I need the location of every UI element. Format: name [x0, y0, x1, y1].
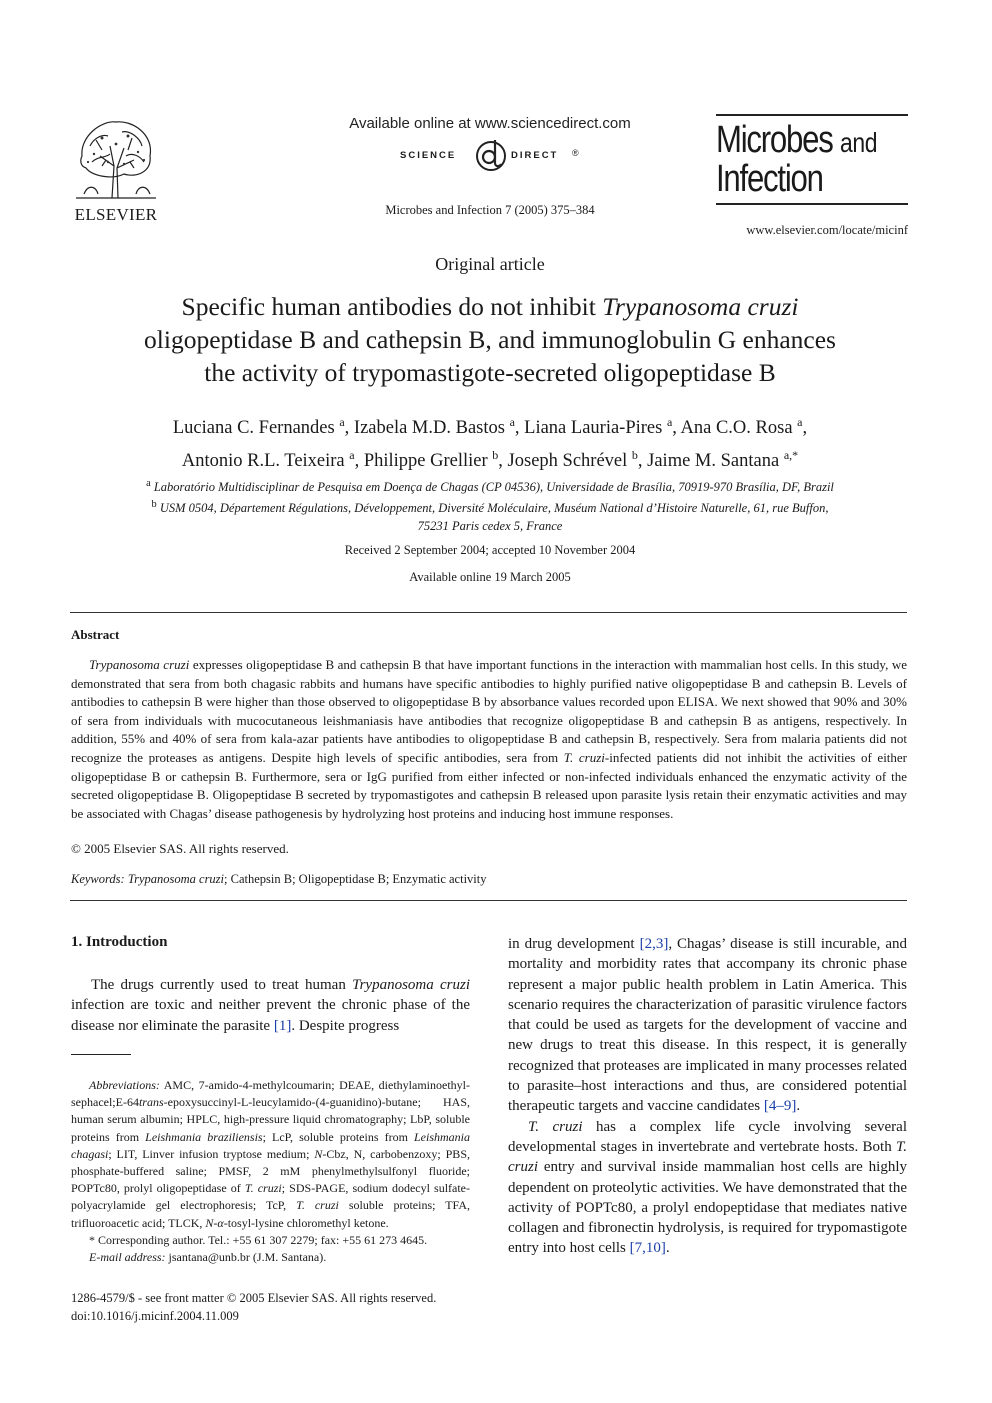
abbreviations-footnote — [71, 1077, 470, 1232]
registered-mark-icon: ® — [572, 148, 579, 158]
corresponding-author: * Corresponding author. Tel.: +55 61 307 2279; fax: +55 61 273 4645. — [89, 1232, 428, 1247]
author-separator: , — [498, 451, 508, 472]
author-separator: , — [672, 418, 681, 439]
keywords-rest: ; Cathepsin B; Oligopeptidase B; Enzymatic activity — [224, 872, 487, 886]
author-name: Ana C.O. Rosa — [680, 418, 798, 439]
abbr-1: AMC, 7-amido-4-methylcoumarin; DEAE, diethylaminoethyl-sephacel;E-64 — [71, 1078, 470, 1110]
citation-link-1[interactable]: [1] — [273, 1017, 292, 1034]
author-affiliation-mark: b — [631, 448, 638, 463]
email-footnote — [71, 1249, 470, 1266]
divider-bottom — [70, 900, 907, 901]
author-name: Jaime M. Santana — [647, 451, 784, 472]
title-part2: oligopeptidase B and cathepsin B, and immunoglobulin G enhances — [144, 325, 836, 354]
intro-r1-c: . — [796, 1098, 801, 1115]
author-name: Izabela M.D. Bastos — [353, 418, 510, 439]
intro-r2-a: has a complex life cycle involving several developmental stages in invertebrate and vertebrate hosts. Both — [508, 1118, 907, 1155]
author-affiliation-mark: a,* — [783, 448, 799, 463]
citation-link-2-3[interactable]: [2,3] — [639, 936, 669, 952]
intro-r1-b: , Chagas’ disease is still incurable, and mortality and morbidity rates that accompany its chronic phase represent a major public health problem in Latin America. This scenario requires the characterization of parasitic virulence factors that could be used as targets for the development of vaccine and new drugs to treat this disease. In this respect, it is generally recognized that proteases are implicated in many processes related to parasite–host interactions and thus, are considered potential therapeutic targets and vaccine candidates — [508, 936, 908, 1115]
front-matter-ids — [71, 1289, 436, 1325]
citation-link-4-9[interactable]: [4–9] — [763, 1098, 797, 1115]
intro-p1-a: The drugs currently used to treat human — [91, 977, 353, 993]
affiliation-b-cont: 75231 Paris cedex 5, France — [417, 519, 563, 534]
publisher-name: ELSEVIER — [74, 205, 158, 224]
title-part1: Specific human antibodies do not inhibit — [181, 292, 603, 321]
section-heading-introduction: 1. Introduction — [71, 934, 168, 950]
online-date: Available online 19 March 2005 — [409, 570, 571, 584]
abbr-tc2: T. cruzi — [296, 1198, 339, 1213]
footnotes — [71, 1077, 470, 1266]
brand-word-and: and — [839, 127, 878, 158]
abstract-mid-italic: T. cruzi — [563, 749, 605, 765]
author-affiliation-mark: a — [509, 415, 515, 429]
author-list — [80, 409, 900, 475]
brand-title — [716, 119, 878, 200]
author-separator: , — [637, 451, 648, 472]
affiliation-b-text: USM 0504, Département Régulations, Développement, Diversité Moléculaire, Muséum National d’Histoire Naturelle, 61, rue Buffon, — [159, 501, 829, 516]
elsevier-tree-icon — [72, 116, 160, 200]
affiliation-a-mark: a — [146, 478, 151, 489]
abbr-6: ; SDS-PAGE, sodium dodecyl sulfate-polyacrylamide gel electrophoresis; TcP, — [71, 1181, 471, 1213]
intro-column-left — [71, 975, 470, 1036]
affiliation-b-mark: b — [151, 499, 157, 511]
abbr-trans: trans — [138, 1095, 164, 1110]
article-type: Original article — [435, 254, 545, 274]
sciencedirect-logo — [380, 136, 600, 174]
author-line-2 — [80, 442, 900, 475]
intro-p1-b: infection are toxic and neither prevent the chronic phase of the disease nor eliminate the parasite — [71, 997, 470, 1034]
divider-top — [70, 612, 907, 613]
journal-url-link[interactable]: www.elsevier.com/locate/micinf — [746, 223, 908, 237]
author-line-1 — [80, 409, 900, 442]
abstract-body — [71, 656, 907, 823]
elsevier-logo — [68, 116, 164, 225]
journal-citation: Microbes and Infection 7 (2005) 375–384 — [385, 203, 595, 217]
abbr-lb: Leishmania braziliensis — [145, 1129, 263, 1144]
abbr-4: ; LIT, Linver infusion tryptose medium; — [108, 1146, 315, 1161]
intro-r2-c: . — [665, 1240, 670, 1257]
abstract-text-2: -infected patients did not inhibit the activities of either oligopeptidase B or cathepsin B. Furthermore, sera or IgG purified from either infected or non-infected individuals enhanced the enzymatic activity of the secreted oligopeptidase B. Oligopeptidase B secreted by trypomastigotes and cathepsin B released upon parasite lysis retain their enzymatic activities and may be associated with Chagas’ disease pathogenesis by hydrolyzing host proteins and inducing host immune responses. — [71, 749, 908, 821]
brand-rule-bottom — [716, 203, 908, 205]
author-affiliation-mark: a — [666, 415, 673, 429]
journal-brand — [716, 114, 908, 205]
author-name: Joseph Schrével — [507, 451, 632, 472]
author-separator: , — [354, 451, 364, 472]
intro-r2-italic-1: T. cruzi — [528, 1118, 583, 1135]
author-affiliation-mark: a — [339, 415, 345, 429]
keyword-1: Trypanosoma cruzi — [127, 872, 225, 886]
intro-column-right — [508, 934, 907, 1259]
abbr-tc1: T. cruzi — [244, 1181, 282, 1196]
article-dates — [0, 537, 980, 591]
abbr-lc: Leishmania chagasi — [71, 1129, 470, 1161]
author-name: Liana Lauria-Pires — [524, 418, 667, 439]
title-italic: Trypanosoma cruzi — [602, 292, 799, 321]
abbr-2: -epoxysuccinyl-L-leucylamido-(4-guanidino)-butane; HAS, human serum albumin; HPLC, high-pressure liquid chromatography; LbP, soluble proteins from — [71, 1095, 470, 1144]
author-affiliation-mark: b — [492, 448, 499, 463]
brand-word-microbes: Microbes — [716, 119, 833, 161]
intro-r2-italic-2: T. cruzi — [508, 1138, 907, 1176]
doi-line[interactable]: doi:10.1016/j.micinf.2004.11.009 — [71, 1309, 239, 1323]
title-part3: the activity of trypomastigote-secreted oligopeptidase B — [204, 358, 776, 387]
author-name: Philippe Grellier — [363, 451, 493, 472]
intro-r1-a: in drug development — [508, 936, 640, 952]
author-separator: , — [802, 418, 808, 439]
article-title — [80, 290, 900, 389]
author-separator: , — [514, 418, 525, 439]
brand-word-infection: Infection — [716, 158, 823, 200]
abbr-na: N-α — [205, 1215, 224, 1230]
author-name: Luciana C. Fernandes — [172, 418, 340, 439]
affiliation-b — [110, 496, 870, 517]
author-name: Antonio R.L. Teixeira — [181, 451, 350, 472]
footnote-rule — [71, 1054, 131, 1055]
abbr-8: -tosyl-lysine chloromethyl ketone. — [223, 1215, 389, 1230]
abbr-3: ; LcP, soluble proteins from — [262, 1129, 414, 1144]
sd-right-text: DIRECT — [511, 150, 559, 161]
keywords-label: Keywords: — [71, 872, 125, 886]
author-affiliation-mark: a — [349, 448, 355, 463]
sd-at-icon — [474, 136, 508, 174]
abbr-5: -Cbz, N, carbobenzoxy; PBS, phosphate-buffered saline; PMSF, 2 mM phenylmethylsulfonyl fluoride; POPTc80, prolyl oligopeptidase of — [71, 1146, 470, 1196]
intro-p1-c: . Despite progress — [291, 1017, 400, 1034]
abbr-n: N — [314, 1146, 323, 1161]
received-date: Received 2 September 2004; accepted 10 November 2004 — [344, 543, 636, 557]
email-label: E-mail address: — [89, 1250, 166, 1265]
affiliation-a-text: Laboratório Multidisciplinar de Pesquisa em Doença de Chagas (CP 04536), Universidade de Brasília, 70919-970 Brasília, DF, Brazil — [153, 480, 834, 495]
abstract-heading: Abstract — [71, 627, 120, 642]
email-address[interactable]: jsantana@unb.br (J.M. Santana). — [165, 1250, 327, 1265]
brand-rule-top — [716, 114, 908, 116]
abbr-7: soluble proteins; TFA, trifluoroacetic acid; TLCK, — [71, 1198, 470, 1230]
author-affiliation-mark: a — [797, 415, 803, 429]
citation-link-7-10[interactable]: [7,10] — [629, 1240, 666, 1257]
intro-r2-b: entry and survival inside mammalian host cells are highly dependent on proteolytic activities. We have demonstrated that the activity of POPTc80, a prolyl endopeptidase that mediates native collagen and fibronectin hydrolysis, is required for trypomastigote entry into host cells — [508, 1159, 907, 1257]
affiliations — [110, 475, 870, 535]
available-online-text[interactable]: Available online at www.sciencedirect.com — [349, 115, 631, 132]
author-separator: , — [344, 418, 354, 439]
abstract-text-1: expresses oligopeptidase B and cathepsin B that have important functions in the interaction with mammalian host cells. In this study, we demonstrated that sera from both chagasic rabbits and humans have specific antibodies to highly purified native oligopeptidase B and cathepsin B. Levels of antibodies to cathepsin B were higher than those observed to oligopeptidase B by absorbance values recorded upon ELISA. We next showed that 90% and 30% of sera from individuals with mucocutaneous leishmaniasis have antibodies that recognize oligopeptidase B and cathepsin B as antigens, respectively. In addition, 55% and 40% of sera from kala-azar patients have antibodies to oligopeptidase B and cathepsin B, respectively. Sera from malaria patients did not recognize the proteases as antigens. Despite high levels of specific antibodies, sera from — [71, 657, 908, 765]
affiliation-a — [110, 475, 870, 496]
abbr-label: Abbreviations: — [89, 1078, 160, 1092]
abstract-copyright: © 2005 Elsevier SAS. All rights reserved. — [71, 841, 289, 856]
intro-p1-italic: Trypanosoma cruzi — [352, 977, 470, 993]
issn-line: 1286-4579/$ - see front matter © 2005 Elsevier SAS. All rights reserved. — [71, 1291, 437, 1305]
keywords — [71, 872, 486, 887]
sd-left-text: SCIENCE — [400, 150, 457, 161]
abstract-lead-italic: Trypanosoma cruzi — [89, 657, 190, 672]
